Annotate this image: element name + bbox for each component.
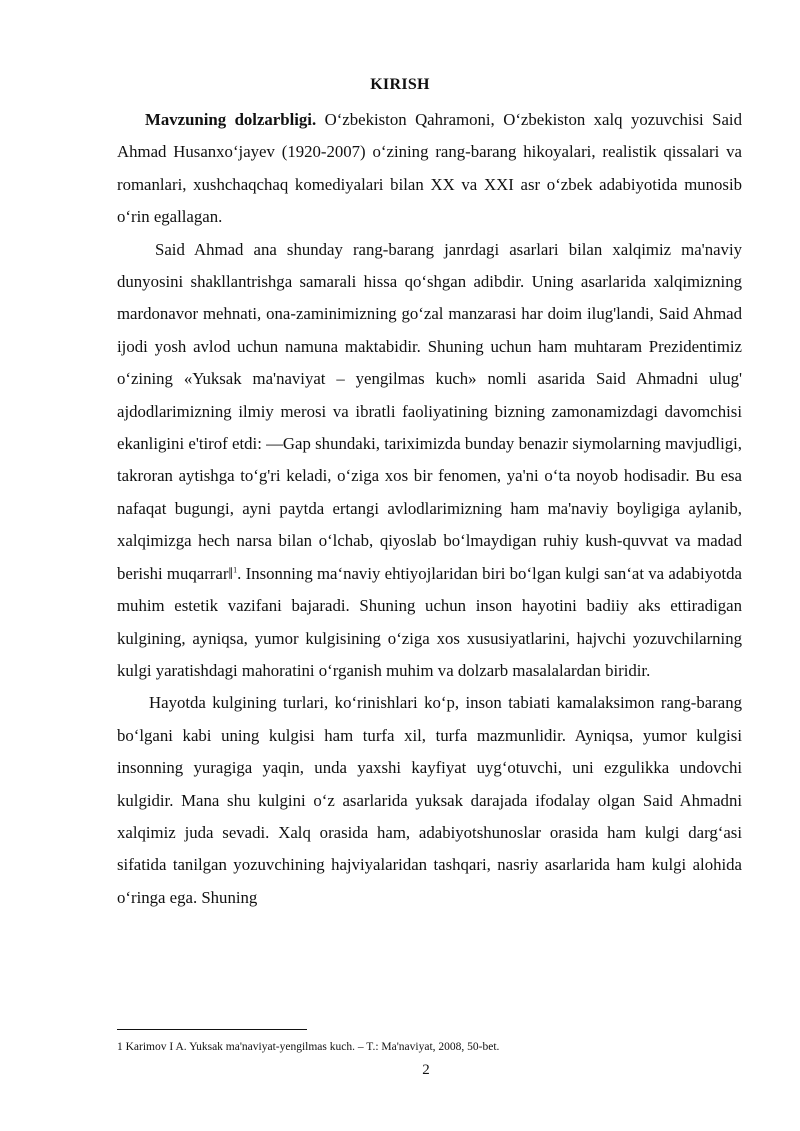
paragraph-3-text: Hayotda kulgining turlari, ko‘rinishlari ko‘p, inson tabiati kamalaksimon rang-barang bo‘lgani kabi uning kulgisi ham turfa xil, turfa mazmunlidir. Ayniqsa, yumor kulgisi insonning yuragiga yaqin, unda yaxshi kayfiyat uyg‘otuvchi, uni ezgulikka undovchi kulgidir. Mana shu kulgini o‘z asarlarida yuksak darajada ifodalay olgan Said Ahmadni xalqimiz juda sevadi. Xalq orasida ham, adabiyotshunoslar orasida ham kulgi darg‘asi sifatida tanilgan yozuvchining hajviyalaridan tashqari, nasriy asarlarida ham kulgi alohida o‘ringa ega. Shuning: [117, 693, 742, 907]
paragraph-3: [117, 687, 742, 914]
section-heading: KIRISH: [370, 76, 430, 93]
body-text: [117, 104, 742, 914]
page-number: 2: [422, 1062, 430, 1078]
paragraph-2-tail: . Insonning ma‘naviy ehtiyojlaridan biri bo‘lgan kulgi san‘at va adabiyotda muhim estetik vazifani bajaradi. Shuning uchun inson hayotini badiiy aks ettiradigan kulgining, ayniqsa, yumor kulgisining o‘ziga xos xususiyatlarini, hajvchi yozuvchilarning kulgi yaratishdagi mahoratini o‘rganish muhim va dolzarb masalalardan biridir.: [117, 563, 743, 680]
paragraph-2-text: Said Ahmad ana shunday rang-barang janrdagi asarlari bilan xalqimiz ma'naviy dunyosini shakllantrishga samarali hissa qo‘shgan adibdir. Uning asarlarida xalqimizning mardonavor mehnati, ona-zaminimizning go‘zal manzarasi har doim ilug'landi, Said Ahmad ijodi yosh avlod uchun namuna maktabidir. Shuning uchun ham muhtaram Prezidentimiz o‘zining «Yuksak ma'naviyat – yengilmas kuch» nomli asarida Said Ahmadni ulug' ajdodlarimizning ilmiy merosi va ibratli faoliyatining bizning zamonamizdagi davomchisi ekanligini e'tirof etdi: ―Gap shundaki, tariximizda bunday benazir siymolarning mavjudligi, takroran aytishga to‘g'ri keladi, o‘ziga xos bir fenomen, ya'ni o‘ta noyob hodisadir. Bu esa nafaqat bugungi, ayni paytda ertangi avlodlarimizning ham ma'naviy boyligiga aylanib, xalqimizga hech narsa bilan o‘lchab, qiyoslab bo‘lmaydigan ruhiy kush-quvvat va madad berishi muqarrar‖: [117, 239, 742, 583]
paragraph-2: [117, 234, 742, 688]
footnote-divider: [117, 1029, 307, 1030]
paragraph-1-text: O‘zbekiston Qahramoni, O‘zbekiston xalq yozuvchisi Said Ahmad Husanxo‘jayev (1920-2007) o‘zining rang-barang hikoyalari, realistik qissalari va romanlari, xushchaqchaq komediyalari bilan XX va XXI asr o‘zbek adabiyotida munosib o‘rin egallagan.: [117, 110, 742, 227]
paragraph-1: [117, 104, 742, 234]
footnote-reference[interactable]: 1: [233, 565, 238, 575]
footnote-text: 1 Karimov I A. Yuksak ma'naviyat-yengilmas kuch. – T.: Ma'naviyat, 2008, 50-bet.: [117, 1041, 500, 1053]
paragraph-lead: Mavzuning dolzarbligi.: [145, 110, 317, 129]
